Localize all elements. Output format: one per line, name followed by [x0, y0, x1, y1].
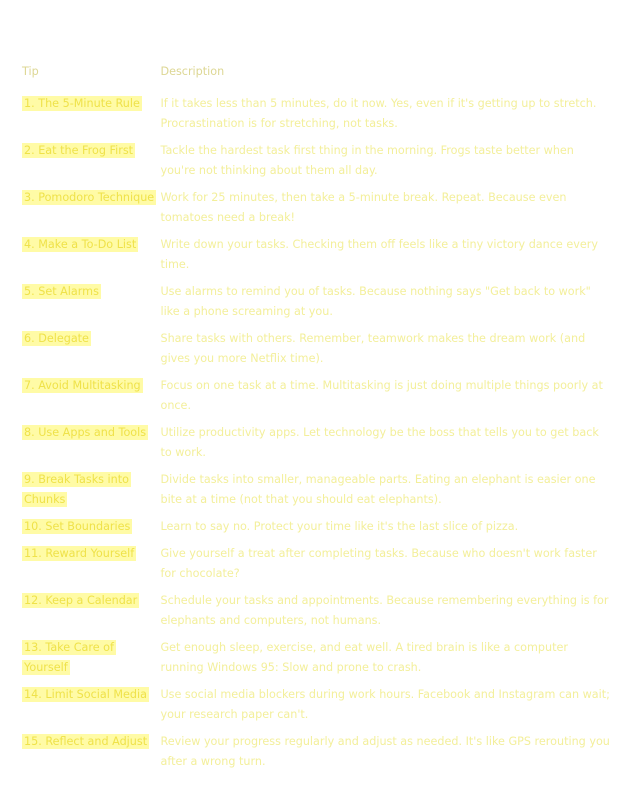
tip-cell	[22, 423, 160, 470]
tip-cell	[22, 638, 160, 685]
table-row	[22, 732, 612, 779]
header-tip: Tip	[22, 65, 39, 78]
header-description: Description	[160, 65, 225, 78]
tip-cell	[22, 282, 160, 329]
tip-cell	[22, 685, 160, 732]
tip-description: Write down your tasks. Checking them off feels like a tiny victory dance every time.	[160, 238, 598, 271]
table-row	[22, 188, 612, 235]
tip-title: 12. Keep a Calendar	[24, 594, 138, 607]
tip-cell	[22, 94, 160, 141]
tip-title: 11. Reward Yourself	[24, 547, 135, 560]
table-row	[22, 470, 612, 517]
table-row	[22, 376, 612, 423]
tip-cell	[22, 517, 160, 544]
tip-description: Use social media blockers during work hours. Facebook and Instagram can wait; your research paper can't.	[160, 688, 610, 721]
tip-cell	[22, 188, 160, 235]
table-row	[22, 517, 612, 544]
tip-description: Focus on one task at a time. Multitasking is just doing multiple things poorly at once.	[160, 379, 603, 412]
tip-cell	[22, 235, 160, 282]
tip-title: 1. The 5-Minute Rule	[24, 97, 140, 110]
tip-description: Work for 25 minutes, then take a 5-minute break. Repeat. Because even tomatoes need a break!	[160, 191, 567, 224]
tip-title: 14. Limit Social Media	[24, 688, 147, 701]
tip-cell	[22, 141, 160, 188]
tips-table	[22, 62, 612, 779]
table-row	[22, 235, 612, 282]
table-row	[22, 282, 612, 329]
tip-title: 15. Reflect and Adjust	[24, 735, 148, 748]
tip-title: 5. Set Alarms	[24, 285, 99, 298]
table-header-row	[22, 62, 612, 94]
tip-description: Utilize productivity apps. Let technology be the boss that tells you to get back to work.	[160, 426, 599, 459]
tip-cell	[22, 329, 160, 376]
tip-cell	[22, 591, 160, 638]
tip-description: Get enough sleep, exercise, and eat well. A tired brain is like a computer running Windows 95: Slow and prone to crash.	[160, 641, 568, 674]
tip-cell	[22, 732, 160, 779]
table-row	[22, 141, 612, 188]
tip-title: 13. Take Care of Yourself	[24, 641, 114, 674]
table-row	[22, 423, 612, 470]
tip-description: Give yourself a treat after completing tasks. Because who doesn't work faster for chocolate?	[160, 547, 597, 580]
tip-description: Review your progress regularly and adjust as needed. It's like GPS rerouting you after a wrong turn.	[160, 735, 610, 768]
table-row	[22, 544, 612, 591]
tip-title: 10. Set Boundaries	[24, 520, 131, 533]
table-body	[22, 94, 612, 779]
table-row	[22, 591, 612, 638]
table-row	[22, 638, 612, 685]
tip-title: 7. Avoid Multitasking	[24, 379, 141, 392]
tip-title: 9. Break Tasks into Chunks	[24, 473, 129, 506]
table-row	[22, 329, 612, 376]
tip-title: 4. Make a To-Do List	[24, 238, 137, 251]
tip-description: Share tasks with others. Remember, teamwork makes the dream work (and gives you more Netflix time).	[160, 332, 586, 365]
tip-description: Schedule your tasks and appointments. Because remembering everything is for elephants and computers, not humans.	[160, 594, 609, 627]
tip-description: If it takes less than 5 minutes, do it now. Yes, even if it's getting up to stretch. Procrastination is for stretching, not tasks.	[160, 97, 597, 130]
tip-title: 3. Pomodoro Technique	[24, 191, 155, 204]
tip-title: 2. Eat the Frog First	[24, 144, 134, 157]
tip-title: 8. Use Apps and Tools	[24, 426, 147, 439]
tip-cell	[22, 544, 160, 591]
tip-cell	[22, 376, 160, 423]
table-row	[22, 685, 612, 732]
tip-cell	[22, 470, 160, 517]
tip-description: Use alarms to remind you of tasks. Because nothing says "Get back to work" like a phone screaming at you.	[160, 285, 591, 318]
tip-description: Tackle the hardest task first thing in the morning. Frogs taste better when you're not thinking about them all day.	[160, 144, 574, 177]
tip-description: Learn to say no. Protect your time like it's the last slice of pizza.	[160, 520, 519, 533]
table-row	[22, 94, 612, 141]
tip-title: 6. Delegate	[24, 332, 89, 345]
tip-description: Divide tasks into smaller, manageable parts. Eating an elephant is easier one bite at a time (not that you should eat elephants).	[160, 473, 596, 506]
